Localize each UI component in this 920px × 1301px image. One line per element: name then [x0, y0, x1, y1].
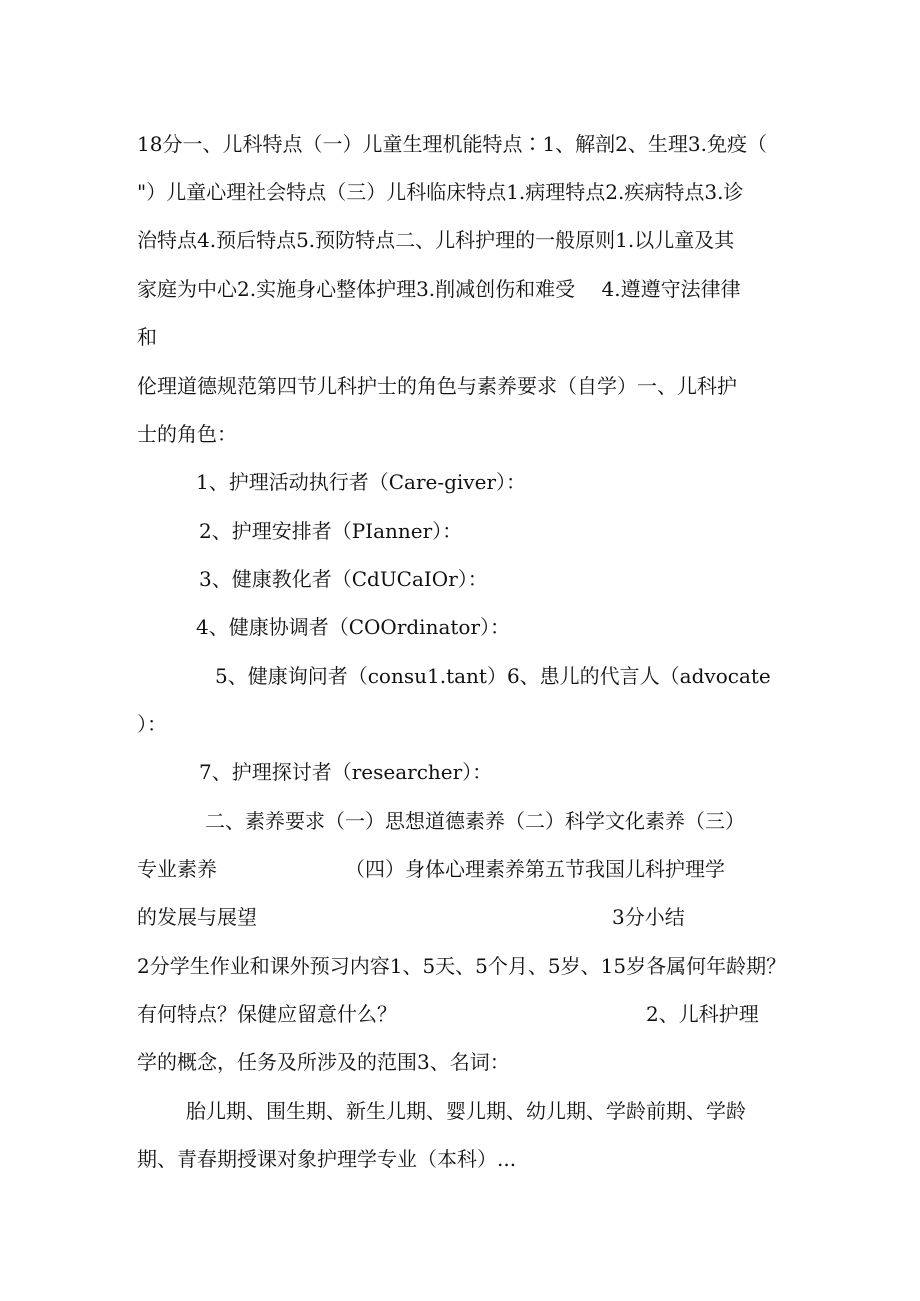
- text-line-development: 的发展与展望: [137, 905, 257, 929]
- role-item-7: 7、护理探讨者（researcher）：: [199, 760, 493, 784]
- text-line-concept: 学的概念，任务及所涉及的范围3、名词：: [137, 1050, 510, 1074]
- text-line-2: "）儿童心理社会特点（三）儿科临床特点1.病理特点2.疾病特点3.诊: [137, 180, 744, 204]
- text-line-homework: 2分学生作业和课外预习内容1、5天、5个月、5岁、15岁各属何年龄期？: [137, 954, 787, 978]
- text-line-summary: 3分小结: [612, 905, 685, 929]
- text-line-periods: 胎儿期、围生期、新生儿期、婴儿期、幼儿期、学龄前期、学龄: [186, 1099, 746, 1123]
- role-item-2: 2、护理安排者（PIanner）：: [199, 519, 463, 543]
- role-item-1: 1、护理活动执行者（Care-giver）：: [196, 470, 526, 494]
- role-item-5-end: ）：: [137, 712, 167, 736]
- text-line-questions: 有何特点？保健应留意什么？: [137, 1002, 397, 1026]
- role-item-5: 5、健康询问者（consu1.tant）6、患儿的代言人（advocate: [215, 664, 771, 688]
- text-line-4: 家庭为中心2.实施身心整体护理3.削减创伤和难受 4.遵遵守法律律: [137, 277, 741, 301]
- text-line-professional: 专业素养: [137, 857, 217, 881]
- text-line-7: 士的角色：: [137, 422, 237, 446]
- text-line-3: 治特点4.预后特点5.预防特点二、儿科护理的一般原则1.以儿童及其: [137, 228, 735, 252]
- text-line-requirements: 二、素养要求（一）思想道德素养（二）科学文化素养（三）: [205, 809, 745, 833]
- role-item-4: 4、健康协调者（COOrdinator）：: [196, 615, 511, 639]
- text-line-final: 期、青春期授课对象护理学专业（本科）...: [137, 1147, 517, 1171]
- text-line-6: 伦理道德规范第四节儿科护士的角色与素养要求（自学）一、儿科护: [137, 374, 737, 398]
- text-line-item-2: 2、儿科护理: [646, 1002, 759, 1026]
- text-line-1: 18分一、儿科特点（一）儿童生理机能特点∶1、解剖2、生理3.免疫（: [137, 132, 767, 156]
- text-line-5: 和: [137, 325, 157, 349]
- text-line-physical: （四）身体心理素养第五节我国儿科护理学: [345, 857, 725, 881]
- role-item-3: 3、健康教化者（CdUCaIOr）：: [199, 567, 488, 591]
